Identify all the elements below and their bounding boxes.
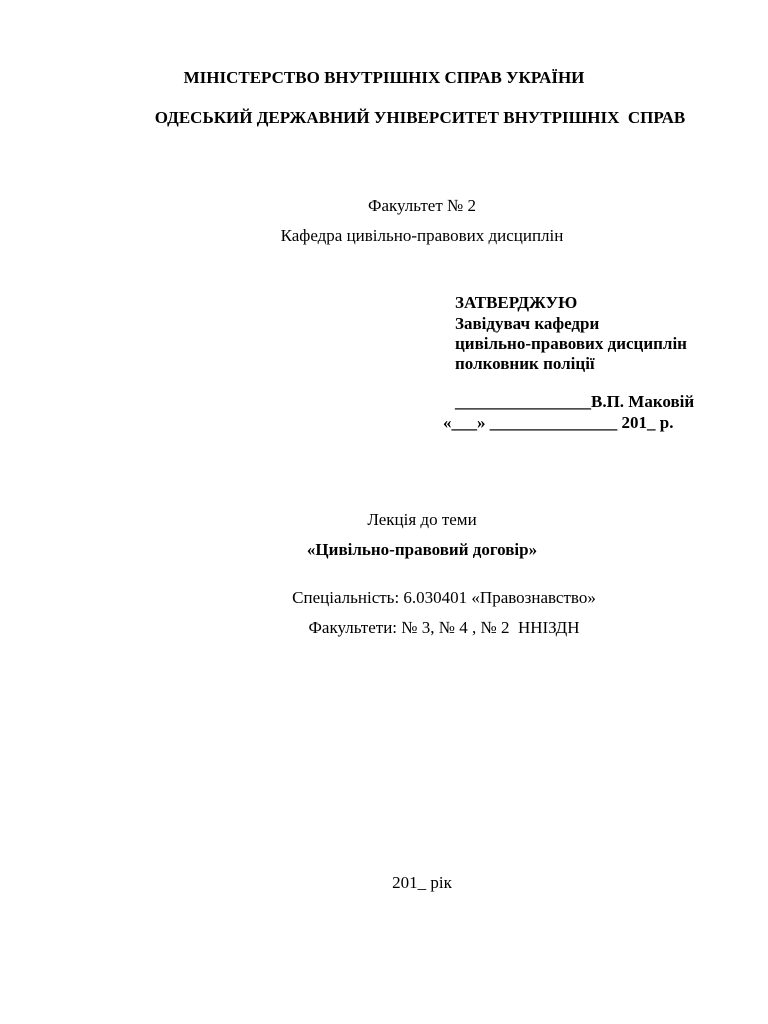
approval-date-line: «___» _______________ 201_ р. xyxy=(443,413,674,432)
lecture-intro: Лекція до теми xyxy=(367,510,477,529)
approval-position: Завідувач кафедри xyxy=(455,314,600,333)
approval-chair: цивільно-правових дисциплін xyxy=(455,334,687,353)
faculty-label: Факультет № 2 xyxy=(368,196,476,215)
approval-rank: полковник поліції xyxy=(455,354,595,373)
university-heading: ОДЕСЬКИЙ ДЕРЖАВНИЙ УНІВЕРСИТЕТ ВНУТРІШНІХ СПРАВ xyxy=(154,108,686,127)
approval-signature-line: ________________В.П. Маковій xyxy=(455,392,695,411)
footer-year: 201_ рік xyxy=(392,873,452,892)
lecture-topic: «Цивільно-правовий договір» xyxy=(306,540,538,559)
chair-label: Кафедра цивільно-правових дисциплін xyxy=(280,226,564,245)
ministry-heading: МІНІСТЕРСТВО ВНУТРІШНІХ СПРАВ УКРАЇНИ xyxy=(183,68,585,87)
faculties-label: Факультети: № 3, № 4 , № 2 ННІЗДН xyxy=(308,618,580,637)
specialty-label: Спеціальність: 6.030401 «Правознавство» xyxy=(292,588,596,607)
approval-title: ЗАТВЕРДЖУЮ xyxy=(455,293,578,312)
